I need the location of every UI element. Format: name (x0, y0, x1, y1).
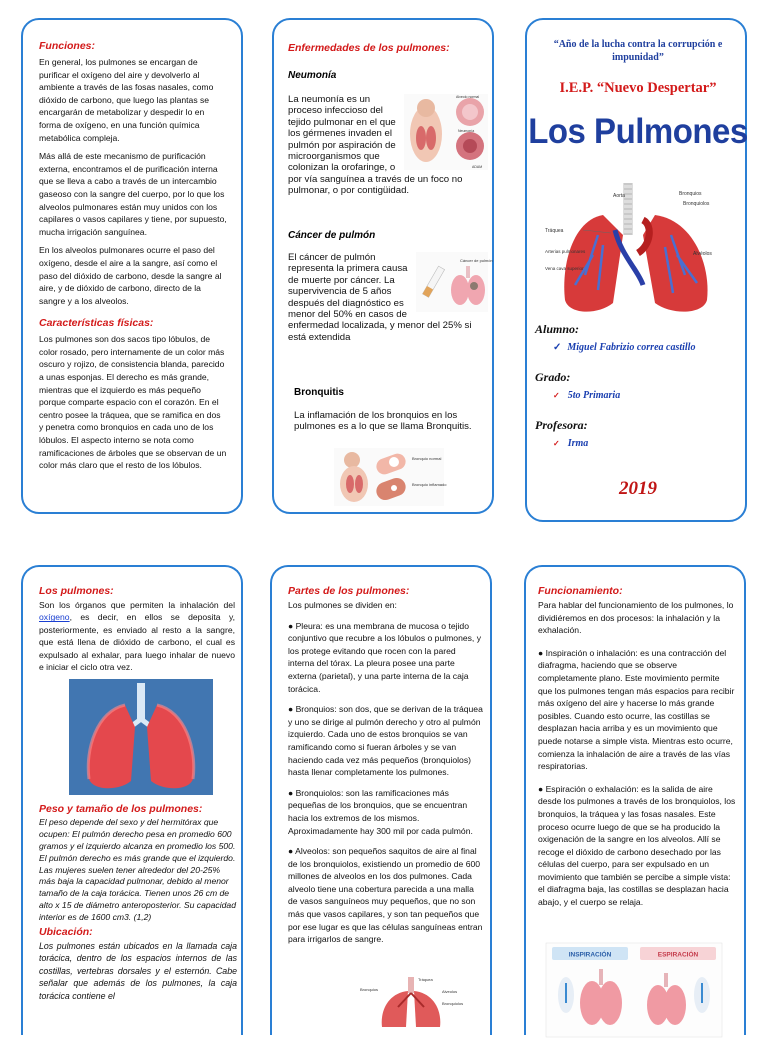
profesora-row (553, 438, 588, 449)
funciones-paragraph-2: Más allá de este mecanismo de purificación externa, encontramos el de purificación interna que se lleva a cabo a través de un intercambio gaseoso con la sangre del cuerpo, por lo que los alveolos pulmonares están muy unidos con los capilares o vasos capilares y tiene, por supuesto, mucha irrigación sanguínea. (39, 151, 227, 237)
cancer-text (288, 252, 493, 343)
peso-text: El peso depende del sexo y del hermitórax que ocupen: El pulmón derecho pesa en promedio 600 gramos y el izquierdo alcanza en promedio los 500. El pulmón derecho es más grande que el izquierdo. Las mujeres suelen tener alrededor del 20-25% más baja la capacidad pulmonar, debido al menor tamaño de la caja torácica. Tienen unos 26 cm de alto x 15 de diámetro anteroposterior. Su capacidad interior es de 1600 cm3. (1,2) (39, 817, 236, 922)
alumno-label: Alumno: (535, 322, 580, 336)
los-pulmones-heading: Los pulmones: (39, 585, 114, 597)
panel-funciones (21, 18, 243, 514)
espiracion-label: ESPIRACIÓN (657, 951, 699, 959)
ubicacion-text: Los pulmones están ubicados en la llamada caja torácica, dentro de los espacios internos de las costillas, vertebras dorsales y el esternón. Cabe señalar que además de los pulmones, la caja torácica contiene el (39, 940, 237, 1001)
panel-enfermedades (272, 18, 494, 514)
cancer-heading: Cáncer de pulmón (288, 230, 376, 241)
bronquios-item: ● Bronquios: son dos, que se derivan de la tráquea y uno se dirige al pulmón derecho y otro al pulmón izquierdo. Cada uno de estos bronquios se van ramificando como si fueran árboles y se van haciendo cada vez más pequeños (bronquiolos) hasta llenar completamente los pulmones. (288, 704, 483, 778)
bronquiolos-item: ● Bronquiolos: son las ramificaciones más pequeñas de los bronquios, que se encuentran hacia los extremos de los mismos. Aproximadamente hay 300 mil por cada pulmón. (288, 787, 473, 836)
diagram-label-alveolos: Alvéolos (693, 251, 712, 257)
bronquitis-image (334, 448, 447, 506)
pleura-item: ● Pleura: es una membrana de mucosa o tejido conjuntivo que recubre a los lóbulos o pulmones, y los protege evitando que rocen con la pared interna del tórax. La pleura posee una parte externa (parietal), y una parte interna de la caja torácica. (288, 620, 481, 694)
alumno-row (553, 342, 695, 353)
neumonia-fig-label-3: ADAM (472, 165, 483, 169)
bronquitis-fig-label-2: Bronquio inflamado (412, 482, 447, 487)
oxigeno-link[interactable]: oxígeno (39, 612, 70, 623)
partes-fig-label-bronquiolos: Bronquiolos (442, 1001, 464, 1006)
diagram-label-bronquios: Bronquios (679, 191, 702, 197)
partes-intro: Los pulmones se dividen en: (288, 600, 397, 610)
check-icon: ✓ (553, 342, 562, 353)
intro-text-b: , es decir, en ellos se deposita y, posteriormente, es enviado al resto a la sangre, que está llena de dióxido de carbono, el cual es expulsado al exhalar, para luego inhalar de nuevo e iniciar el ciclo otra vez. (39, 612, 235, 673)
partes-fig-label-bronquios: Bronquios (360, 987, 379, 992)
year: 2019 (619, 478, 657, 499)
check-icon: ✓ (553, 439, 560, 448)
grado-row (553, 390, 620, 401)
bronquitis-text: La inflamación de los bronquios en los pulmones es a lo que se llama Bronquitis. (294, 410, 472, 433)
neumonia-fig-label-2: Neumonía (458, 129, 475, 133)
funcionamiento-intro: Para hablar del funcionamiento de los pulmones, lo dividiéremos en dos procesos: la inhalación y la exhalación. (538, 600, 734, 636)
cancer-text-body: El cáncer de pulmón representa la primera causa de muerte por cáncer. La supervivencia de 5 años después del diagnóstico es menor del 50% en casos de enfermedad localizada, y menor del 25% si está extendida (288, 252, 472, 343)
ubicacion-heading: Ubicación: (39, 925, 93, 938)
partes-fig-label-traquea: Tráquea (418, 977, 433, 982)
bronquitis-heading: Bronquitis (294, 387, 344, 398)
cancer-image (416, 252, 493, 312)
panel-portada (525, 18, 747, 522)
diagram-label-bronquiolos: Bronquiolos (683, 201, 710, 207)
funciones-heading: Funciones: (39, 40, 96, 52)
partes-fig-label-alveolos: Alveolos (442, 989, 458, 994)
funcionamiento-heading: Funcionamiento: (538, 585, 623, 597)
neumonia-heading: Neumonía (288, 70, 337, 81)
lungs-image (69, 679, 213, 795)
inspiracion-label: INSPIRACIÓN (568, 951, 612, 959)
school-name: I.E.P. “Nuevo Despertar” (559, 80, 717, 96)
neumonia-fig-label-1: Alveolo normal (456, 95, 480, 99)
grado-value: 5to Primaria (567, 390, 621, 401)
bronquitis-fig-label-1: Bronquio normal (412, 456, 442, 461)
funciones-paragraph-1: En general, los pulmones se encargan de purificar el oxígeno del aire y devolverlo al ambiente a través de las fosas nasales, como dióxido de carbono, que luego las plantas se encargarán de metabolizar y despedir lo en forma de oxígeno, en una función química metabólica compleja. (39, 57, 214, 143)
enfermedades-heading: Enfermedades de los pulmones: (288, 42, 450, 54)
check-icon: ✓ (553, 391, 560, 400)
alumno-name: Miguel Fabrizio correa castillo (567, 342, 696, 353)
partes-heading: Partes de los pulmones: (288, 585, 410, 597)
diagram-label-vena-cava: Vena cava superior (545, 266, 584, 271)
diagram-label-aorta: Aorta (613, 193, 625, 199)
cancer-fig-label: Cáncer de pulmón (460, 258, 493, 263)
profesora-name: Irma (567, 438, 589, 449)
respiracion-image (546, 943, 722, 1037)
intro-text-a: Son los órganos que permiten la inhalación del (39, 600, 235, 610)
motto: “Año de la lucha contra la corrupción e impunidad” (553, 39, 723, 63)
peso-heading: Peso y tamaño de los pulmones: (39, 803, 203, 816)
alveolos-item: ● Alveolos: son pequeños saquitos de aire al final de los bronquiolos, existiendo un promedio de 600 millones de alveolos en los dos pulmones. Cada alveolo tiene una cobertura parecida a una malla de vasos sanguíneos muy pequeños, que no son más que vasos capilares, y son tan pequeños que por ese lugar es que las células sanguíneas entran para irrigarlos de sangre. (288, 846, 483, 945)
caracteristicas-heading: Características físicas: (39, 317, 154, 330)
caracteristicas-paragraph: Los pulmones son dos sacos tipo lóbulos, de color rosado, pero internamente de un color más oscuro y rojizo, de consistencia blanda, parecido a unas esponjas. El derecho es más grande, mientras que el izquierdo es más pequeño porque comparte espacio con el corazón. En el centro posee la tráquea, que se ramifica en dos y penetra como bronquios en cada uno de los lóbulos. El aspecto interno se nota como ramificaciones de árboles que se observan de un color más claro que el resto de los lóbulos. (39, 334, 227, 471)
neumonia-image (404, 94, 488, 170)
main-title: Los Pulmones (528, 110, 748, 151)
lung-diagram (543, 175, 733, 325)
panel-los-pulmones (21, 565, 243, 1035)
funciones-paragraph-3: En los alveolos pulmonares ocurre el paso del oxígeno, desde el aire a la sangre, así como el paso del dióxido de carbono, desde la sangre al aire, y de dióxido de carbono, directo de la sangre y a los alveolos. (39, 245, 222, 306)
panel-partes (270, 565, 492, 1035)
partes-image (358, 977, 468, 1027)
panel-funcionamiento (524, 565, 746, 1035)
diagram-label-traquea: Tráquea (545, 228, 564, 234)
neumonia-text-body: La neumonía es un proceso infeccioso del tejido pulmonar en el que los gérmenes invaden el pulmón por aspiración de microorganismos que colonizan la orofaringe, o por vía sanguínea a través de un foco no pulmonar, o por contigüidad. (288, 94, 463, 197)
diagram-label-arterias: Arterias pulmonares (545, 249, 586, 254)
profesora-label: Profesora: (535, 418, 588, 432)
espiracion-item: ● Espiración o exhalación: es la salida de aire desde los pulmones a través de los bronquiolos, los bronquios, la tráquea y las fosas nasales. Este proceso ocurre luego de que se ha producido la oxigenación de la sangre en los alveolos. Allí se recoge el dióxido de carbono desechado por las células del cuerpo, para ser expulsado en un movimiento que también se percibe a simple vista: el diafragma baja, las costillas se desplazan hacia abajo, y el cuerpo se relaja. (538, 783, 736, 908)
los-pulmones-intro (39, 599, 235, 673)
neumonia-text (288, 94, 488, 197)
grado-label: Grado: (535, 370, 571, 384)
inspiracion-item: ● Inspiración o inhalación: es una contracción del diafragma, haciendo que se observe completamente plano. Este movimiento permite que los pulmones tengan más espacios para recibir más oxígeno del aire y hacerse lo más grande posibles. Cuando esto ocurre, las costillas se desplazan hacia arriba y es un movimiento que puede notarse a simple vista. Mientras esto ocurre, comienza la inhalación de aire a través de las vías respiratorias. (538, 647, 735, 772)
